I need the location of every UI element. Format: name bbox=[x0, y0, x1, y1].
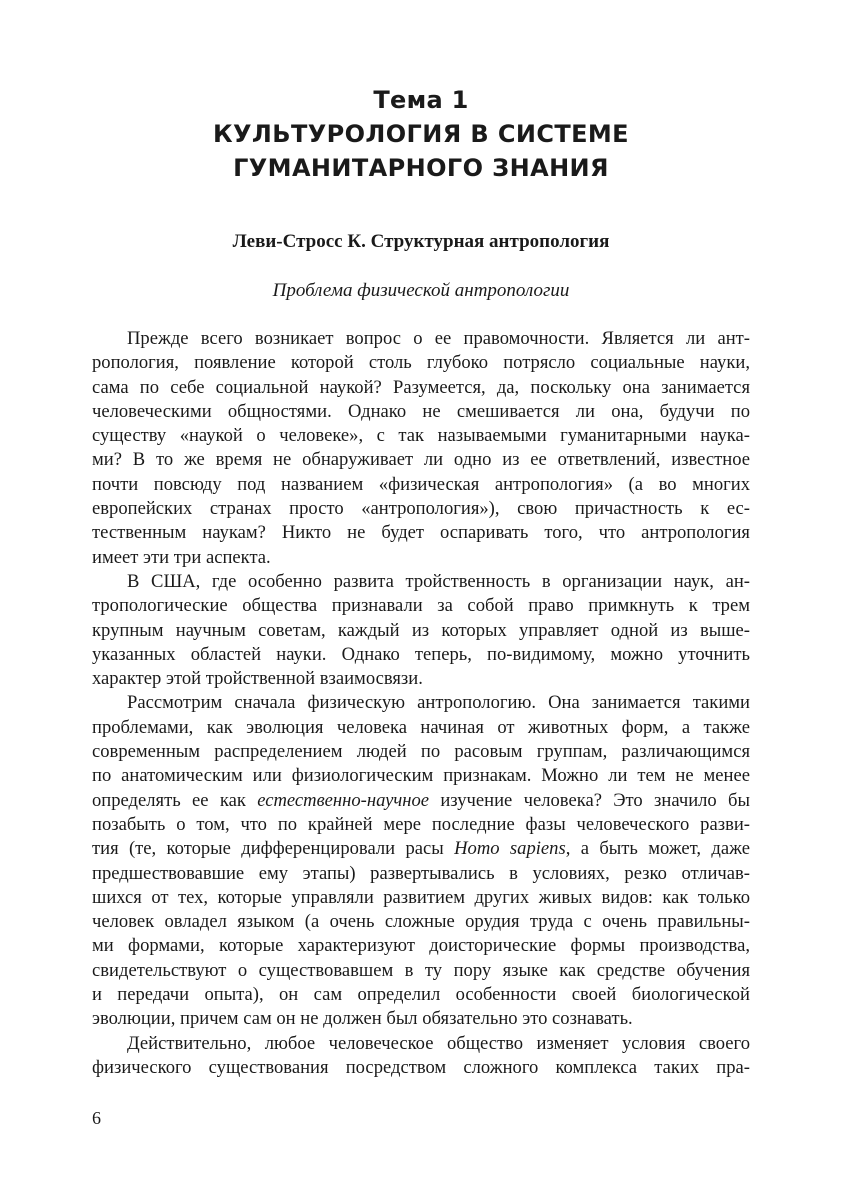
text-line: В США, где особенно развита тройственность в организации наук, ан- bbox=[127, 570, 750, 592]
text-line: европейских странах просто «антропология»), свою причастность к ес- bbox=[92, 498, 750, 520]
book-page bbox=[92, 0, 750, 1199]
text-line: шихся от тех, которые управляли развитием других живых видов: как только bbox=[92, 886, 750, 908]
text-line: Действительно, любое человеческое общество изменяет условия своего bbox=[127, 1032, 750, 1054]
text-line: физического существования посредством сложного комплекса таких пра- bbox=[92, 1056, 750, 1078]
text-line: позабыть о том, что по крайней мере последние фазы человеческого разви- bbox=[92, 813, 750, 835]
paragraph bbox=[92, 1032, 750, 1081]
text-line: крупным научным советам, каждый из которых управляет одной из выше- bbox=[92, 619, 750, 641]
text-line: проблемами, как эволюция человека начиная от животных форм, а также bbox=[92, 716, 750, 738]
chapter-title-line: КУЛЬТУРОЛОГИЯ В СИСТЕМЕ bbox=[213, 120, 629, 148]
text-line: ми? В то же время не обнаруживает ли одно из ее ответвлений, известное bbox=[92, 449, 750, 471]
text-line: эволюции, причем сам он не должен был обязательно это сознавать. bbox=[92, 1008, 633, 1030]
text-line: почти повсюду под названием «физическая антропология» (а во многих bbox=[92, 473, 750, 495]
source-title: Леви-Стросс К. Структурная антропология bbox=[232, 231, 610, 252]
text-line: и передачи опыта), он сам определил особенности своей биологической bbox=[92, 984, 750, 1006]
text-line: по анатомическим или физиологическим признакам. Можно ли тем не менее bbox=[92, 765, 750, 787]
section-title: Проблема физической антропологии bbox=[272, 280, 570, 301]
text-line: ропология, появление которой столь глубоко потрясло социальные науки, bbox=[92, 352, 750, 374]
text-line: указанных областей науки. Однако теперь, по-видимому, можно уточнить bbox=[92, 643, 750, 665]
italic-term: Homo sapiens bbox=[454, 838, 566, 860]
text-line: человеческими общностями. Однако не смешивается ли она, будучи по bbox=[92, 400, 750, 422]
text-line: свидетельствуют о существовавшем в ту пору языке как средстве обучения bbox=[92, 959, 750, 981]
text-line: предшествовавшие ему этапы) развертывались в условиях, резко отличав- bbox=[92, 862, 750, 884]
chapter-title bbox=[92, 117, 750, 185]
text-line: характер этой тройственной взаимосвязи. bbox=[92, 668, 423, 690]
text-line: тия (те, которые дифференцировали расы Homo sapiens, а быть может, даже bbox=[92, 838, 750, 860]
text-line: имеет эти три аспекта. bbox=[92, 546, 271, 568]
text-line: тропологические общества признавали за собой право примкнуть к трем bbox=[92, 595, 750, 617]
text-line: Рассмотрим сначала физическую антропологию. Она занимается такими bbox=[127, 692, 750, 714]
text-line: Прежде всего возникает вопрос о ее правомочности. Является ли ант- bbox=[127, 328, 750, 349]
text-line: человек овладел языком (а очень сложные орудия труда с очень правильны- bbox=[92, 911, 750, 933]
chapter-number: Тема 1 bbox=[373, 86, 469, 114]
text-line: современным распределением людей по расовым группам, различающимся bbox=[92, 741, 750, 763]
text-line: тественным наукам? Никто не будет оспаривать того, что антропология bbox=[92, 522, 750, 544]
page-number: 6 bbox=[92, 1108, 101, 1128]
chapter-title-line: ГУМАНИТАРНОГО ЗНАНИЯ bbox=[233, 154, 609, 182]
text-line: определять ее как естественно-научное изучение человека? Это значило бы bbox=[92, 789, 750, 811]
paragraph bbox=[92, 327, 750, 570]
paragraph bbox=[92, 570, 750, 691]
text-line: существу «наукой о человеке», с так называемыми гуманитарными наука- bbox=[92, 425, 750, 447]
text-line: ми формами, которые характеризуют доисторические формы производства, bbox=[92, 935, 750, 957]
paragraph bbox=[92, 691, 750, 1031]
italic-term: естественно-научное bbox=[257, 789, 430, 811]
text-line: сама по себе социальной наукой? Разумеется, да, поскольку она занимается bbox=[92, 376, 750, 398]
body-text bbox=[92, 327, 750, 1080]
